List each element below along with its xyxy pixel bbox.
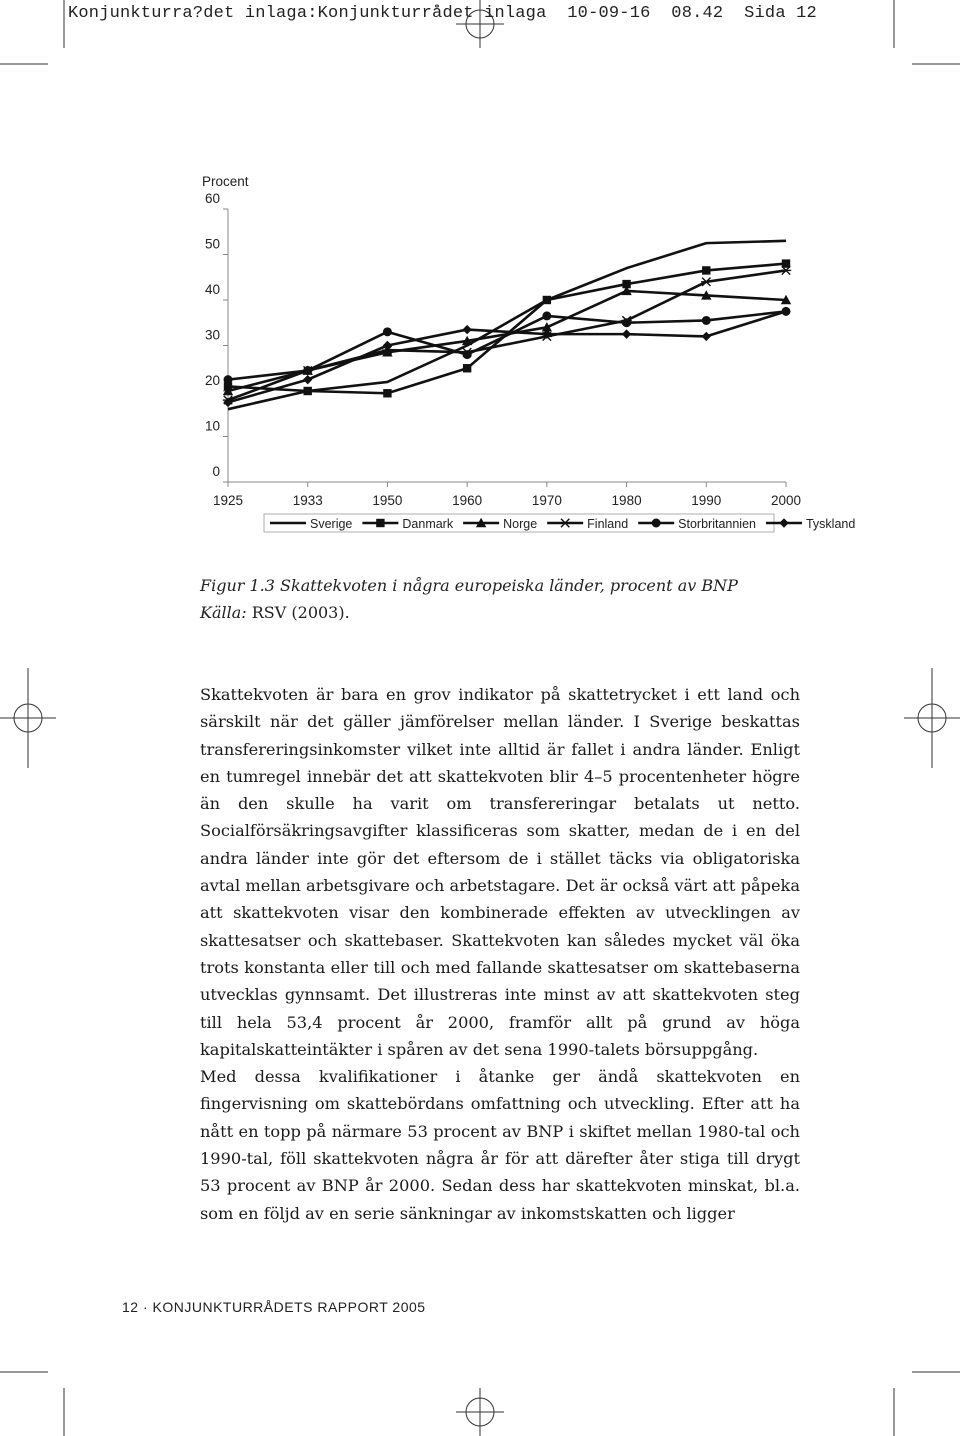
data-point-danmark xyxy=(702,266,710,274)
legend-label-finland: Finland xyxy=(587,517,629,531)
data-point-tyskland xyxy=(702,332,711,341)
data-point-tyskland xyxy=(781,307,790,316)
y-tick-label: 0 xyxy=(212,464,220,479)
data-point-tyskland xyxy=(622,329,631,338)
page-footer: 12 · KONJUNKTURRÅDETS RAPPORT 2005 xyxy=(122,1299,426,1315)
data-point-storbritannien xyxy=(702,316,711,325)
y-axis-label: Procent xyxy=(202,174,249,189)
x-tick-label: 1933 xyxy=(292,493,323,508)
data-point-tyskland xyxy=(383,341,392,350)
figure-title: Figur 1.3 Skattekvoten i några europeiska länder, procent av BNP xyxy=(200,576,738,595)
data-point-danmark xyxy=(463,364,471,372)
data-point-storbritannien xyxy=(542,311,551,320)
data-point-tyskland xyxy=(303,375,312,384)
x-tick-label: 1960 xyxy=(452,493,483,508)
data-point-storbritannien xyxy=(622,318,631,327)
data-point-danmark xyxy=(543,296,551,304)
series-line-norge xyxy=(228,291,786,391)
data-point-danmark xyxy=(304,387,312,395)
y-tick-label: 40 xyxy=(204,282,220,297)
data-point-tyskland xyxy=(462,325,471,334)
series-line-sverige xyxy=(228,241,786,409)
legend-label-sverige: Sverige xyxy=(310,517,353,531)
y-tick-label: 60 xyxy=(204,191,220,206)
data-point-storbritannien xyxy=(383,327,392,336)
x-tick-label: 1925 xyxy=(212,493,244,508)
legend-label-tyskland: Tyskland xyxy=(805,517,856,531)
data-point-finland xyxy=(701,278,711,286)
source-label: Källa: xyxy=(200,603,247,622)
legend-marker-storbritannien xyxy=(652,519,661,528)
data-point-storbritannien xyxy=(303,366,312,375)
data-point-storbritannien xyxy=(224,375,233,384)
data-point-storbritannien xyxy=(463,350,472,359)
body-text xyxy=(200,681,800,1227)
legend-label-storbritannien: Storbritannien xyxy=(678,517,756,531)
paragraph-2: Med dessa kvalifikationer i åtanke ger ändå skattekvoten en fingervisning om skattebördans omfattning och utveckling. Efter att ha nått en topp på närmare 53 procent av BNP i skiftet mellan 1980-tal och 1990-tal, föll skattekvoten några år för att därefter åter stiga till drygt 53 procent av BNP år 2000. Sedan dess har skattekvoten minskat, bl.a. som en följd av en serie sänkningar av inkomstskatten och ligger xyxy=(200,1067,800,1223)
x-tick-label: 1970 xyxy=(531,493,562,508)
figure-source xyxy=(200,599,820,626)
y-tick-label: 20 xyxy=(204,373,220,388)
x-tick-label: 1990 xyxy=(691,493,722,508)
y-tick-label: 30 xyxy=(204,327,220,343)
legend-label-norge: Norge xyxy=(503,517,538,531)
legend-label-danmark: Danmark xyxy=(402,517,454,531)
source-value: RSV (2003). xyxy=(246,603,350,622)
x-tick-label: 2000 xyxy=(770,493,802,508)
legend-marker-tyskland xyxy=(779,518,788,527)
x-tick-label: 1980 xyxy=(611,493,642,508)
y-tick-label: 50 xyxy=(204,236,220,252)
chart-canvas xyxy=(190,165,856,545)
x-tick-label: 1950 xyxy=(372,493,403,508)
tax-ratio-chart xyxy=(190,165,856,545)
data-point-danmark xyxy=(383,389,391,397)
y-tick-label: 10 xyxy=(204,418,220,434)
figure-caption xyxy=(200,572,820,626)
legend-marker-danmark xyxy=(376,519,384,527)
paragraph-1: Skattekvoten är bara en grov indikator på skattetrycket i ett land och särskilt när det gäller jämförelser mellan länder. I Sverige beskattas transfereringsinkomster vilket inte alltid är fallet i andra länder. Enligt en tumregel innebär det att skattekvoten blir 4–5 procentenheter högre än den skulle ha varit om transfereringar betalats ut netto. Socialförsäkringsavgifter klassificeras som skatter, medan de i en del andra länder inte gör det eftersom de i stället täcks via obligatoriska avtal mellan arbetsgivare och arbetstagare. Det är också värt att påpeka att skattekvoten visar den kombinerade effekten av utvecklingen av skattesatser och skattebaser. Skattekvoten kan således mycket väl öka trots konstanta eller till och med fallande skattesatser om skattebaserna utvecklas gynnsamt. Det illustreras inte minst av att skattekvoten steg till hela 53,4 procent år 2000, framför allt på grund av höga kapitalskatteintäkter i spåren av det sena 1990-talets börsuppgång. xyxy=(200,685,800,1059)
legend-marker-finland xyxy=(560,519,570,527)
print-slug: Konjunkturra?det inlaga:Konjunkturrådet inlaga 10-09-16 08.42 Sida 12 xyxy=(68,4,817,23)
